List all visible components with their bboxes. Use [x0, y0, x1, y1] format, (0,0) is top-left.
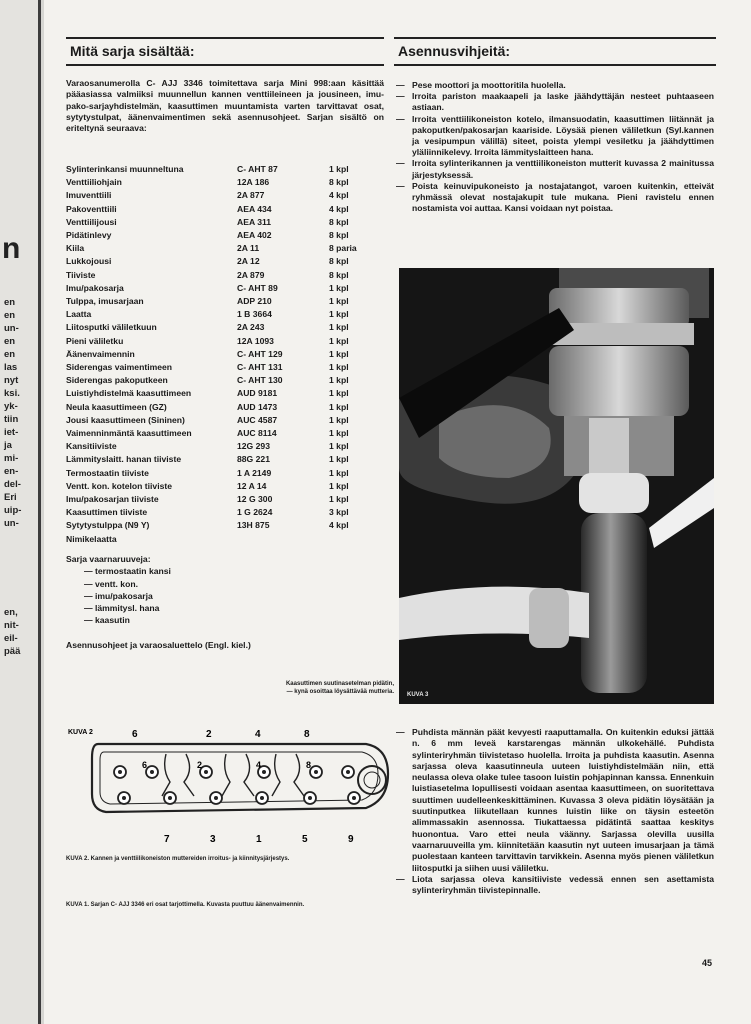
instruction-item: — Pese moottori ja moottoritila huolella.	[396, 80, 714, 91]
parts-row	[66, 361, 406, 374]
part-name: Kansitiiviste	[66, 441, 117, 452]
part-name: Pieni väliletku	[66, 335, 124, 346]
parts-row	[66, 176, 406, 189]
part-name: Lukkojousi	[66, 256, 112, 267]
part-qty: 1 kpl	[329, 362, 349, 373]
part-name: Kiila	[66, 243, 85, 254]
part-code: C- AHT 87	[237, 164, 278, 174]
diagram-number: 1	[256, 834, 262, 845]
part-name: Luistiyhdistelmä kaasuttimeen	[66, 388, 192, 399]
part-qty: 4 kpl	[329, 203, 349, 214]
part-qty: 1 kpl	[329, 494, 349, 505]
stud-list-title: Sarja vaarnaruuveja:	[66, 554, 151, 564]
prev-page-fragment: iet-	[4, 427, 19, 438]
part-name: Vaimenninmäntä kaasuttimeen	[66, 428, 192, 439]
part-qty: 8 kpl	[329, 216, 349, 227]
part-qty: 8 kpl	[329, 230, 349, 241]
stud-item: — ventt. kon.	[84, 578, 138, 589]
parts-row	[66, 295, 406, 308]
parts-row	[66, 216, 406, 229]
prev-page-fragment: tiin	[4, 414, 19, 425]
part-qty: 8 kpl	[329, 269, 349, 280]
part-qty: 4 kpl	[329, 190, 349, 201]
part-code: AUC 4587	[237, 414, 278, 425]
part-qty: 1 kpl	[329, 296, 349, 307]
parts-row	[66, 335, 406, 348]
diagram-number: 3	[210, 834, 216, 845]
stud-item: — lämmitysl. hana	[84, 603, 160, 614]
parts-row	[66, 427, 406, 440]
part-name: Termostaatin tiiviste	[66, 467, 149, 478]
right-heading: Asennusvihjeitä:	[394, 37, 716, 66]
part-name: Liitosputki väliletkuun	[66, 322, 157, 333]
parts-row	[66, 519, 406, 532]
part-name: Venttiiliohjain	[66, 177, 122, 188]
prev-page-fragment: en,	[4, 607, 18, 618]
parts-row	[66, 255, 406, 268]
instruction-item: — Puhdista männän päät kevyesti raaputtamalla. On kuitenkin eduksi jättää n. 6 mm leveä karstarengas männän ulkokehällé. Puhdista sylinteriryhmän tiivistetaso huolella. Irroita ja puhdista kaasutin. Asenna sarjassa oleva kaasutinneula uuteen luistiyhdistelmään niin, että neulassa oleva olake tulee tasoon luistin pohjapinnan kanssa. Ennenkuin luistiasetelma lopullisesti voidaan asentaa kaasuttimeen, on suoritettava suuttimen uudelleenkeskittäminen. Kuvassa 3 oleva pidätin löysätään ja suutinputkea liikutellaan kunnes luistin liike on täysin esteetön alimmassakin asennossa. Tiukattaessa pidätintä saattaa keskitys huonontua. Varo ettei neula väänny. Sarjassa olevilla uusilla vaarnaruuveilla ym. kiinnitetään kaasutin nyt uuteen imusarjaan ja tämä puolestaan kanteen tarvittavin tarvikkein. Asenna myös pienen väliletkun liitosputki ja siihen uusi väliletku.	[396, 727, 714, 874]
parts-row	[66, 467, 406, 480]
part-code: 12 G 300	[237, 494, 273, 505]
parts-row	[66, 269, 406, 282]
diagram-number: 4	[256, 760, 262, 770]
part-code: 12A 186	[237, 177, 270, 188]
part-name: Jousi kaasuttimeen (Sininen)	[66, 414, 185, 425]
part-code: ADP 210	[237, 296, 272, 307]
diagram-number: 9	[348, 834, 354, 845]
magazine-page	[44, 0, 751, 1024]
part-name: Nimikelaatta	[66, 533, 117, 544]
prev-page-fragment: Eri	[4, 492, 17, 503]
instructions-list-continued	[396, 727, 714, 896]
instruction-item: — Liota sarjassa oleva kansitiiviste vedessä ennen sen asettamista sylinteriryhmän tiivistepinnalle.	[396, 874, 714, 897]
diagram-number: 8	[304, 729, 310, 740]
prev-page-fragment: uip-	[4, 505, 22, 516]
part-name: Siderengas vaimentimeen	[66, 362, 173, 373]
photo-label: KUVA 3	[407, 692, 429, 698]
part-code: 2A 879	[237, 269, 265, 280]
parts-row	[66, 440, 406, 453]
diagram-number: 6	[142, 760, 148, 770]
part-name: Lämmityslaitt. hanan tiiviste	[66, 454, 182, 465]
part-code	[237, 533, 329, 546]
parts-row	[66, 374, 406, 387]
part-code: AEA 402	[237, 230, 272, 241]
part-code: AUD 9181	[237, 388, 278, 399]
instructions-list	[396, 80, 714, 214]
part-qty: 1 kpl	[329, 441, 349, 452]
part-qty: 1 kpl	[329, 348, 349, 359]
parts-table	[66, 163, 406, 546]
part-name: Tiiviste	[66, 269, 96, 280]
part-name: Venttiilijousi	[66, 216, 117, 227]
part-name: Kaasuttimen tiiviste	[66, 507, 148, 518]
prev-page-fragment: las	[4, 362, 18, 373]
prev-page-fragment: en	[4, 310, 16, 321]
diagram-number: 4	[255, 729, 261, 740]
prev-page-fragment: un-	[4, 518, 19, 529]
part-code: 2A 243	[237, 322, 265, 333]
part-qty: 4 kpl	[329, 520, 349, 531]
part-name: Laatta	[66, 309, 92, 320]
prev-page-fragment: en	[4, 336, 16, 347]
parts-row	[66, 242, 406, 255]
part-code: 12A 1093	[237, 335, 274, 346]
part-name: Imu/pakosarjan tiiviste	[66, 494, 159, 505]
part-code: AUC 8114	[237, 428, 277, 439]
cylinder-head-diagram	[66, 724, 396, 850]
diagram-number: 2	[197, 760, 203, 770]
parts-row	[66, 480, 406, 493]
part-name: Pidätinlevy	[66, 230, 112, 241]
stud-item: — kaasutin	[84, 615, 130, 626]
part-name: Pakoventtiili	[66, 203, 117, 214]
parts-row	[66, 189, 406, 202]
diagram-number: 6	[132, 729, 138, 740]
part-qty: 1 kpl	[329, 335, 349, 346]
prev-page-fragment: ja	[4, 440, 12, 451]
figure-1-caption: KUVA 1. Sarjan C- AJJ 3346 eri osat tarjottimella. Kuvasta puuttuu äänenvaimennin.	[66, 902, 305, 908]
part-qty: 1 kpl	[329, 467, 349, 478]
parts-row	[66, 348, 406, 361]
parts-row	[66, 163, 406, 176]
stud-list	[66, 553, 171, 627]
part-qty	[329, 533, 406, 546]
previous-page-edge	[0, 0, 41, 1024]
part-qty: 1 kpl	[329, 414, 349, 425]
part-code: AUD 1473	[237, 401, 278, 412]
part-code: 1 A 2149	[237, 467, 272, 478]
instruction-item: — Irroita venttiilikoneiston kotelo, ilmansuodatin, kaasuttimen liitännät ja pakoputken/pakosarjan kaariside. Löysää pienen väliletkun (Syl.kannen ja vesipumpun välillä) siteet, poista ylempi vesiletku ja jäähdyttimen yläliinnikelevy. Irroita lämmityslaitteen hana.	[396, 114, 714, 159]
left-heading: Mitä sarja sisältää:	[66, 37, 384, 66]
prev-page-fragment: yk-	[4, 401, 18, 412]
diagram-label: KUVA 2	[68, 729, 93, 736]
part-qty: 1 kpl	[329, 309, 349, 320]
part-code: 2A 12	[237, 256, 260, 267]
parts-row	[66, 203, 406, 216]
prev-page-fragment: nit-	[4, 620, 19, 631]
part-code: AEA 311	[237, 216, 272, 227]
parts-row	[66, 453, 406, 466]
prev-page-fragment: un-	[4, 323, 19, 334]
part-code: 13H 875	[237, 520, 270, 531]
parts-row	[66, 321, 406, 334]
part-qty: 1 kpl	[329, 428, 349, 439]
part-qty: 1 kpl	[329, 282, 349, 293]
part-code: C- AHT 130	[237, 375, 283, 386]
part-code: 2A 11	[237, 243, 260, 254]
parts-row	[66, 414, 406, 427]
thermostat-housing	[358, 766, 386, 794]
prev-page-fragment: ksi.	[4, 388, 20, 399]
part-name: Neula kaasuttimeen (GZ)	[66, 401, 167, 412]
figure-2-caption: KUVA 2. Kannen ja venttiilikoneiston muttereiden irroitus- ja kiinnitysjärjestys.	[66, 856, 290, 862]
parts-row	[66, 282, 406, 295]
part-code: 12 A 14	[237, 480, 267, 491]
parts-row	[66, 401, 406, 414]
part-qty: 8 kpl	[329, 177, 349, 188]
carburettor-photo	[399, 268, 714, 704]
instruction-item: — Irroita sylinterikannen ja venttiilikoneiston mutterit kuvassa 2 mainitussa järjestyksessä.	[396, 158, 714, 180]
part-qty: 1 kpl	[329, 454, 349, 465]
part-qty: 8 paria	[329, 243, 357, 254]
parts-row	[66, 493, 406, 506]
prev-page-fragment: del-	[4, 479, 21, 490]
part-name: Siderengas pakoputkeen	[66, 375, 168, 386]
part-qty: 1 kpl	[329, 375, 349, 386]
prev-page-fragment: mi-	[4, 453, 19, 464]
part-qty: 1 kpl	[329, 388, 349, 399]
part-qty: 1 kpl	[329, 480, 349, 491]
part-qty: 1 kpl	[329, 401, 349, 412]
instruction-item: — Poista keinuvipukoneisto ja nostajatangot, varoen kuitenkin, etteivät ryhmässä olevat nostajakupit tule mukana. Pieni ravistelu ennen nostamista voi auttaa. Kansi voidaan nyt poistaa.	[396, 181, 714, 215]
parts-row	[66, 387, 406, 400]
parts-row	[66, 506, 406, 519]
parts-row	[66, 308, 406, 321]
part-code: 1 B 3664	[237, 309, 272, 320]
page-number: 45	[702, 958, 713, 968]
part-qty: 3 kpl	[329, 507, 349, 518]
part-name: Sytytystulppa (N9 Y)	[66, 520, 150, 531]
photo-side-caption: Kaasuttimen suutinasetelman pidätin, — kynä osoittaa löysättävää mutteria.	[285, 681, 394, 695]
prev-page-fragment: nyt	[4, 375, 19, 386]
prev-page-fragment: en	[4, 297, 16, 308]
parts-row	[66, 533, 406, 546]
part-code: C- AHT 131	[237, 362, 283, 373]
part-name: Ventt. kon. kotelon tiiviste	[66, 480, 173, 491]
part-code: 12G 293	[237, 441, 270, 452]
diagram-number: 2	[206, 729, 212, 740]
stud-item: — termostaatin kansi	[84, 566, 171, 577]
parts-row	[66, 229, 406, 242]
part-code: AEA 434	[237, 203, 272, 214]
diagram-number: 8	[306, 760, 312, 770]
part-code: C- AHT 89	[237, 282, 278, 293]
part-name: Imuventtiili	[66, 190, 112, 201]
part-name: Sylinterinkansi muunneltuna	[66, 164, 184, 174]
part-name: Tulppa, imusarjaan	[66, 296, 144, 307]
part-code: 88G 221	[237, 454, 270, 465]
carburettor-photo-illustration	[399, 268, 714, 704]
prev-page-big-letter: n	[2, 232, 21, 265]
part-code: 1 G 2624	[237, 507, 273, 518]
diagram-number: 7	[164, 834, 170, 845]
stud-item: — imu/pakosarja	[84, 590, 153, 601]
part-name: Imu/pakosarja	[66, 282, 124, 293]
cylinder-combustion-chambers	[162, 754, 304, 796]
part-name: Äänenvaimennin	[66, 348, 135, 359]
part-code: 2A 877	[237, 190, 265, 201]
part-qty: 1 kpl	[329, 164, 349, 174]
prev-page-fragment: eil-	[4, 633, 18, 644]
prev-page-fragment: en-	[4, 466, 19, 477]
instruction-item: — Irroita pariston maakaapeli ja laske jäähdyttäjän nesteet puhtaaseen astiaan.	[396, 91, 714, 113]
part-code: C- AHT 129	[237, 348, 283, 359]
prev-page-fragment: pää	[4, 646, 21, 657]
diagram-number: 5	[302, 834, 308, 845]
assembly-note: Asennusohjeet ja varaosaluettelo (Engl. kiel.)	[66, 640, 251, 650]
part-qty: 8 kpl	[329, 256, 349, 267]
part-qty: 1 kpl	[329, 322, 349, 333]
prev-page-fragment: en	[4, 349, 16, 360]
intro-paragraph: Varaosanumerolla C- AJJ 3346 toimitettava sarja Mini 998:aan käsittää pääasiassa valmiiksi muunnellun kannen venttiileineen ja jousineen, imu- pako-sarjayhdistelmän, kaasuttimen muuntamista varten tarvittavat osat, sytytystulpat, äänenvaimentimen sekä asennusohjeet. Sarjan sisältö on eriteltynä seuraava:	[66, 78, 384, 134]
